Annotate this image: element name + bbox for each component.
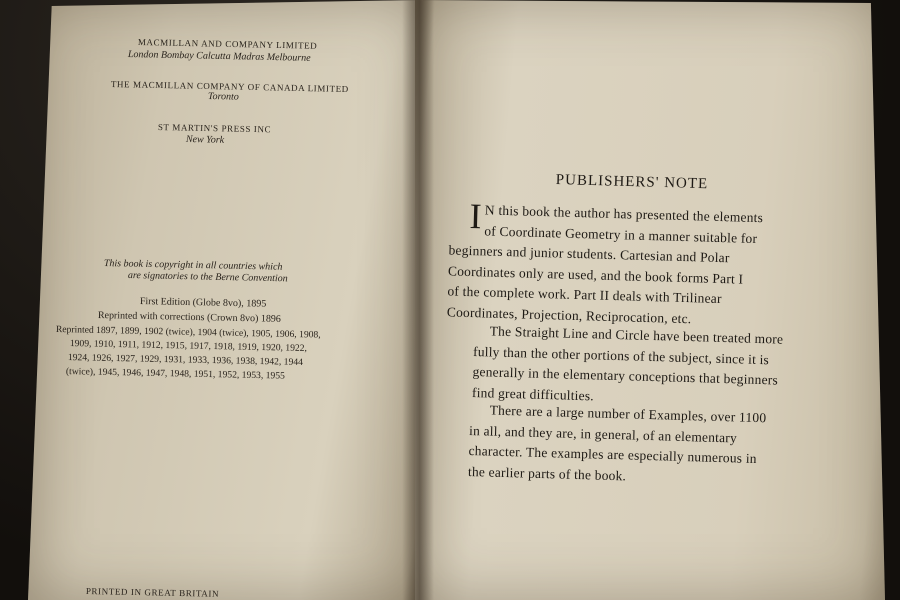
p2-line-1: The Straight Line and Circle have been treated more <box>489 323 784 347</box>
page-heading: PUBLISHERS' NOTE <box>555 172 709 193</box>
reprint-line-2: 1909, 1910, 1911, 1912, 1915, 1917, 1918, 1919, 1920, 1922, <box>69 338 308 354</box>
paragraph-3 <box>468 400 767 490</box>
reprint-line-4: (twice), 1945, 1946, 1947, 1948, 1951, 1952, 1953, 1955 <box>65 366 285 382</box>
publisher-name-1: MACMILLAN AND COMPANY LIMITED <box>137 37 318 51</box>
copyright-line-1: This book is copyright in all countries which <box>103 258 283 273</box>
p1-line-1: N this book the author has presented the elements <box>484 202 764 226</box>
p3-line-1: There are a large number of Examples, over 1100 <box>489 402 767 426</box>
p1-line-2: of Coordinate Geometry in a manner suitable for <box>484 222 758 246</box>
p3-line-2: in all, and they are, in general, of an elementary <box>468 422 738 445</box>
p2-line-2: fully than the other portions of the subject, since it is <box>472 343 770 367</box>
p2-line-3: generally in the elementary conceptions that beginners <box>472 363 779 388</box>
publisher-city-2: Toronto <box>207 91 239 103</box>
p3-line-4: the earlier parts of the book. <box>467 463 627 483</box>
copyright-line-2: are signatories to the Berne Convention <box>127 270 288 285</box>
p2-line-4: find great difficulties. <box>471 384 595 403</box>
paragraph-2 <box>472 321 784 412</box>
corrections-line: Reprinted with corrections (Crown 8vo) 1896 <box>97 310 281 325</box>
p1-line-6: Coordinates, Projection, Reciprocation, etc. <box>446 303 692 326</box>
p1-line-3: beginners and junior students. Cartesian and Polar <box>448 242 730 266</box>
reprint-line-3: 1924, 1926, 1927, 1929, 1931, 1933, 1936, 1938, 1942, 1944 <box>67 352 303 368</box>
book-gutter <box>402 0 434 600</box>
publisher-city-3: New York <box>185 134 225 146</box>
printed-in-footer: PRINTED IN GREAT BRITAIN <box>85 586 220 599</box>
reprint-line-1: Reprinted 1897, 1899, 1902 (twice), 1904 (twice), 1905, 1906, 1908, <box>55 324 321 341</box>
publisher-cities-1: London Bombay Calcutta Madras Melbourne <box>127 49 311 64</box>
publisher-name-2: THE MACMILLAN COMPANY OF CANADA LIMITED <box>110 79 349 94</box>
publisher-name-3: ST MARTIN'S PRESS INC <box>157 122 272 135</box>
p1-line-5: of the complete work. Part II deals with Trilinear <box>447 283 722 307</box>
paragraph-1 <box>446 196 830 333</box>
p1-line-4: Coordinates only are used, and the book forms Part I <box>447 262 744 287</box>
p3-line-3: character. The examples are especially numerous in <box>468 442 757 467</box>
first-edition-line: First Edition (Globe 8vo), 1895 <box>139 296 267 310</box>
drop-cap: I <box>468 196 483 237</box>
